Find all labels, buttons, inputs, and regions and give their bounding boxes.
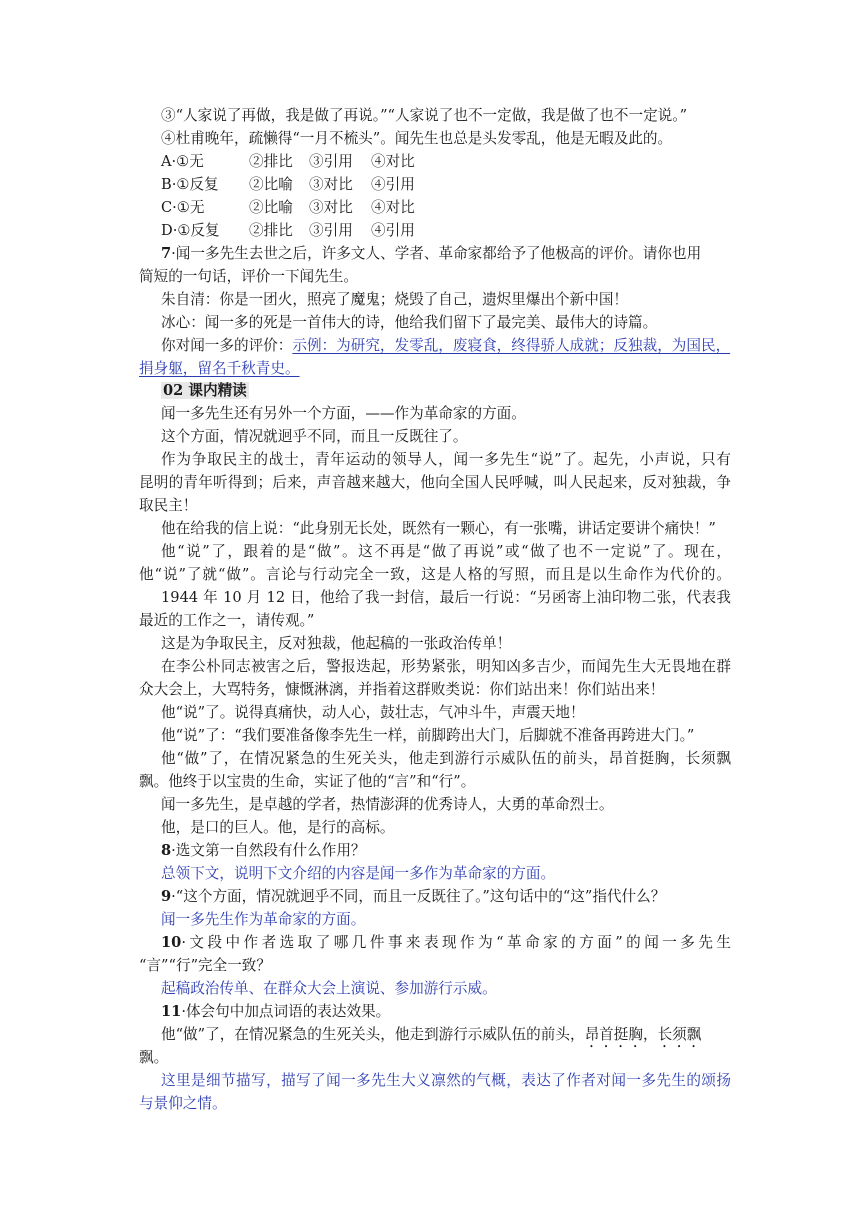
passage-line: 取民主！ bbox=[139, 497, 198, 514]
section-heading bbox=[161, 381, 249, 401]
question-number: 9 bbox=[161, 888, 172, 905]
section-title: 02 课内精读 bbox=[163, 382, 247, 399]
dotted-phrase: 长须飘 bbox=[657, 1026, 702, 1043]
answer-text: 示例：为研究，发零乱，废寝食，终得骄人成就；反独裁，为国民， bbox=[292, 337, 731, 354]
question-8 bbox=[161, 841, 366, 861]
answer-text: 与景仰之情。 bbox=[139, 1095, 227, 1112]
sentence-part: ， bbox=[642, 1026, 658, 1043]
passage-line: 他，是口的巨人。他，是行的高标。 bbox=[161, 819, 395, 836]
option-c bbox=[161, 198, 415, 218]
passage-line: 作为争取民主的战士，青年运动的领导人，闻一多先生“说”了。起先，小声说，只有 bbox=[161, 451, 731, 468]
passage-line: 众大会上，大骂特务，慷慨淋漓，并指着这群败类说：你们站出来！你们站出来！ bbox=[139, 681, 665, 698]
passage-line: 他“做”了，在情况紧急的生死关头，他走到游行示威队伍的前头，昂首挺胸，长须飘 bbox=[161, 750, 731, 767]
option-item: ②比喻 bbox=[249, 176, 293, 193]
question-9 bbox=[161, 887, 665, 907]
answer-prompt: 你对闻一多的评价： bbox=[161, 337, 293, 354]
option-letter: A·①无 bbox=[161, 153, 204, 170]
passage-line: 闻一多先生还有另外一个方面，——作为革命家的方面。 bbox=[161, 405, 526, 422]
passage-line: 他“说”了就“做”。言论与行动完全一致，这是人格的写照，而且是以生命作为代价的。 bbox=[139, 566, 731, 583]
question-number: 11 bbox=[161, 1003, 182, 1020]
option-item: ③引用 bbox=[309, 153, 353, 170]
text-line: 简短的一句话，评价一下闻先生。 bbox=[139, 268, 358, 285]
passage-line: 昆明的青年听得到；后来，声音越来越大，他向全国人民呼喊，叫人民起来，反对独裁，争 bbox=[139, 474, 731, 491]
passage-line: 这是为争取民主，反对独裁，他起稿的一张政治传单！ bbox=[161, 635, 512, 652]
option-item: ③引用 bbox=[309, 222, 353, 239]
option-letter: B·①反复 bbox=[161, 176, 219, 193]
question-text: ·闻一多先生去世之后，许多文人、学者、革命家都给予了他极高的评价。请你也用 bbox=[171, 245, 702, 262]
text-line: ④杜甫晚年，疏懒得“一月不梳头”。闻先生也总是头发零乱，他是无暇及此的。 bbox=[161, 130, 673, 147]
passage-line: 这个方面，情况就迥乎不同，而且一反既往了。 bbox=[161, 428, 468, 445]
question-text: ·“这个方面，情况就迥乎不同，而且一反既往了。”这句话中的“这”指代什么？ bbox=[171, 888, 666, 905]
passage-line: 他“说”了。说得真痛快，动人心，鼓壮志，气冲斗牛，声震天地！ bbox=[161, 704, 585, 721]
passage-line: 他“说”了，跟着的是“做”。这不再是“做了再说”或“做了也不一定说”了。现在， bbox=[161, 543, 731, 560]
question-10 bbox=[161, 933, 731, 953]
option-b bbox=[161, 175, 415, 195]
quoted-sentence bbox=[161, 1025, 701, 1051]
answer-text: 闻一多先生作为革命家的方面。 bbox=[161, 911, 366, 928]
option-item: ②比喻 bbox=[249, 199, 293, 216]
question-text: ·体会句中加点词语的表达效果。 bbox=[181, 1003, 391, 1020]
quote-bing-xin: 冰心：闻一多的死是一首伟大的诗，他给我们留下了最完美、最伟大的诗篇。 bbox=[161, 314, 658, 331]
quote-zhu-ziqing: 朱自清：你是一团火，照亮了魔鬼；烧毁了自己，遗烬里爆出个新中国！ bbox=[161, 291, 629, 308]
option-item: ④引用 bbox=[371, 222, 415, 239]
passage-line: 最近的工作之一，请传观。” bbox=[139, 612, 315, 629]
question-text: ·文段中作者选取了哪几件事来表现作为“革命家的方面”的闻一多先生 bbox=[181, 934, 731, 951]
passage-line: 他“说”了：“我们要准备像李先生一样，前脚跨出大门，后脚就不准备再跨进大门。” bbox=[161, 727, 695, 744]
option-letter: C·①无 bbox=[161, 199, 205, 216]
question-number: 7 bbox=[161, 245, 172, 262]
text-line: “言”“行”完全一致？ bbox=[139, 957, 271, 974]
sentence-part: 他“做”了，在情况紧急的生死关头，他走到游行示威队伍的前头， bbox=[161, 1026, 585, 1043]
option-item: ②排比 bbox=[249, 153, 293, 170]
option-item: ②排比 bbox=[249, 222, 293, 239]
option-item: ④引用 bbox=[371, 176, 415, 193]
answer-text: 这里是细节描写，描写了闻一多先生大义凛然的气概，表达了作者对闻一多先生的颂扬 bbox=[161, 1072, 731, 1089]
question-text: ·选文第一自然段有什么作用？ bbox=[171, 842, 366, 859]
question-number: 10 bbox=[161, 934, 182, 951]
passage-line: 在李公朴同志被害之后，警报迭起，形势紧张，明知凶多吉少，而闻先生大无畏地在群 bbox=[161, 658, 731, 675]
passage-line: 1944 年 10 月 12 日，他给了我一封信，最后一行说：“另函寄上油印物二张，代表我 bbox=[161, 589, 731, 606]
question-7 bbox=[161, 244, 701, 264]
option-item: ③对比 bbox=[309, 199, 353, 216]
option-item: ④对比 bbox=[371, 153, 415, 170]
dotted-phrase: 昂首挺胸 bbox=[584, 1026, 643, 1043]
option-item: ④对比 bbox=[371, 199, 415, 216]
answer-line bbox=[161, 336, 730, 356]
option-item: ③对比 bbox=[309, 176, 353, 193]
option-a bbox=[161, 152, 415, 172]
passage-line: 飘。他终于以宝贵的生命，实证了他的“言”和“行”。 bbox=[139, 773, 476, 790]
question-number: 8 bbox=[161, 842, 172, 859]
passage-line: 闻一多先生，是卓越的学者，热情澎湃的优秀诗人，大勇的革命烈士。 bbox=[161, 796, 614, 813]
answer-text: 起稿政治传单、在群众大会上演说、参加游行示威。 bbox=[161, 980, 497, 997]
answer-text: 总领下文，说明下文介绍的内容是闻一多作为革命家的方面。 bbox=[161, 865, 556, 882]
answer-text: 捐身躯，留名千秋青史。 bbox=[139, 360, 300, 377]
option-d bbox=[161, 221, 415, 241]
option-letter: D·①反复 bbox=[161, 222, 220, 239]
quoted-sentence-end: 飘。 bbox=[139, 1049, 169, 1066]
question-11 bbox=[161, 1002, 390, 1022]
passage-line: 他在给我的信上说：“此身别无长处，既然有一颗心，有一张嘴，讲话定要讲个痛快！” bbox=[161, 520, 716, 537]
text-line: ③“人家说了再做，我是做了再说。”“人家说了也不一定做，我是做了也不一定说。” bbox=[161, 107, 688, 124]
